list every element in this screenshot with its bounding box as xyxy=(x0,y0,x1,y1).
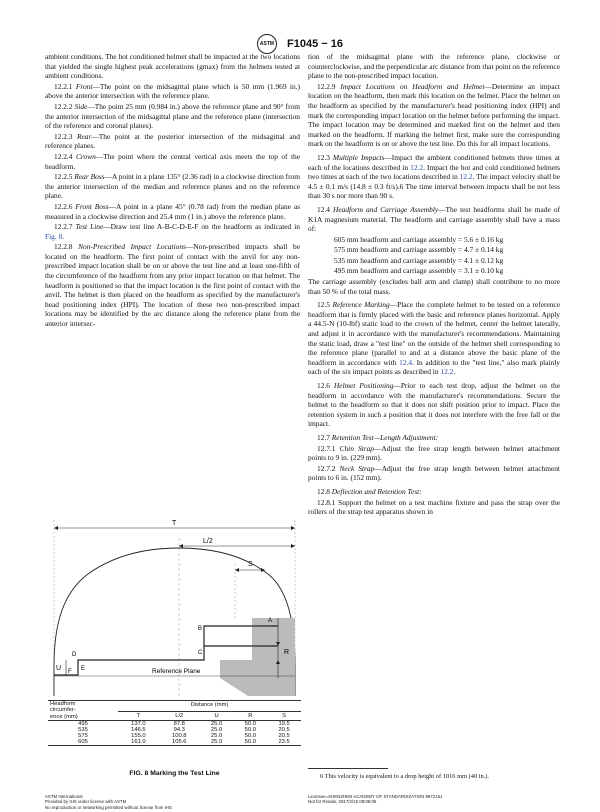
mass-item: 605 mm headform and carriage assembly = 5.6 ± 0.16 kg xyxy=(334,234,504,244)
distance-table: Headform circumfer- ence (mm) Distance (mm) T L/2 U R S 495 137.0 87.8 25.0 50.0 19.5 535 146.5 94.3 25.0 50.0 20.5 575 155.0 100.8 25.0 50.0 20.5 605 161.0 105.6 25.0 50.0 23.5 xyxy=(48,700,301,746)
label-B: B xyxy=(198,626,203,632)
table-header-distance: Distance (mm) xyxy=(118,701,301,710)
col-R: R xyxy=(248,713,253,720)
footer-right: Licensee=SHENZHEN ACADEMY OF STANDARDIZATION 9972161 Not for Resale, 2017/2/15 08:09:06 xyxy=(308,794,443,805)
table-row: 535 146.5 94.3 25.0 50.0 20.5 xyxy=(78,727,290,734)
ref-12-2-link[interactable]: 12.2 xyxy=(440,367,454,377)
label-A: A xyxy=(268,618,273,624)
section-12-3: 12.3 Multiple Impacts—Impact the ambient conditioned helmets three times at each of the locations described in 12.2. Impact the hot and cold conditioned helmets two times at each of the two locations described in 12.2. The impact velocity shall be 4.5 ± 0.1 m/s (14.8 ± 0.3 ft/s).6 The time interval between impacts shall be not less than 30 s nor more than 90 s. xyxy=(308,152,561,201)
section-12-2-9: 12.2.9 Impact Locations on Headform and Helmet—Determine an impact location on the headform, then mark this location on the helmet. Place the helmet on the headform as specified by the manufacturer's head positioning index (HPI) and mark the corresponding impact location on the helmet before performing the impact. The impact location may be determined and marked first on the helmet and then marked on the headform. If marking the helmet first, make sure the corresponding mark on the headform is on or above the test line. Do this for all impact locations. xyxy=(308,81,560,149)
section-12-2-4: 12.2.4 Crown—The point where the central vertical axis meets the top of the headform. xyxy=(45,151,300,171)
paragraph: The carriage assembly (excludes ball arm and clamp) shall contribute to no more than 50 % of the total mass. xyxy=(308,277,560,296)
label-E: E xyxy=(81,666,86,672)
section-12-2-7: 12.2.7 Test Line—Draw test line A-B-C-D-E-F on the headform as indicated in Fig. 8. xyxy=(45,222,300,241)
label-D: D xyxy=(72,652,77,658)
section-12-2-3: 12.2.3 Rear—The point at the posterior intersection of the midsagittal and reference planes. xyxy=(45,131,300,151)
section-12-7-1: 12.7.1 Chin Strap—Adjust the free strap length between helmet attachment points to 9 in. (229 mm). xyxy=(308,443,560,463)
fig-8-test-line-diagram xyxy=(48,518,301,698)
label-F: F xyxy=(68,669,72,675)
mass-item: 495 mm headform and carriage assembly = 3.1 ± 0.10 kg xyxy=(334,266,504,276)
mass-item: 575 mm headform and carriage assembly = 4.7 ± 0.14 kg xyxy=(334,245,504,255)
label-S: S xyxy=(248,561,253,568)
section-12-7-2: 12.7.2 Neck Strap—Adjust the free strap length between helmet attachment points to 6 in. (152 mm). xyxy=(308,463,560,483)
section-12-8-1: 12.8.1 Support the helmet on a test machine fixture and pass the strap over the rollers of the strap test apparatus shown in xyxy=(308,497,560,517)
section-12-2-5: 12.2.5 Rear Boss—A point in a plane 135° (2.36 rad) in a clockwise direction from the anterior intersection of the median and reference planes and on the reference plane. xyxy=(45,172,300,201)
section-12-2-8: 12.2.8 Non-Prescribed Impact Locations—Non-prescribed impacts shall be located on the headform. The first point of contact with the anvil for any non-prescribed impact location shall be on or above the test line and at least one-fifth of the circumference of the headform from any prior impact location on that helmet. The headform is positioned so that the impact location is the first point of contact with the anvil. The helmet is then placed on the headform as specified by the manufacturer's head positioning index (HPI). The location of these two non-prescribed impact locations may be identified by the arc distance along the reference plane from the anterior intersec- xyxy=(45,242,300,329)
left-column xyxy=(45,52,300,330)
paragraph: ambient conditions. The hot conditioned helmet shall be impacted at the two locations that yielded the single highest peak accelerations (gmax) from the helmets tested at ambient conditions. xyxy=(45,52,300,81)
table-row: 575 155.0 100.8 25.0 50.0 20.5 xyxy=(78,733,290,740)
section-12-8: 12.8 Deflection and Retention Test: xyxy=(317,486,422,496)
section-12-7: 12.7 Retention Test—Length Adjustment: xyxy=(317,432,439,442)
section-12-4: 12.4 Headform and Carriage Assembly—The test headforms shall be made of K1A magnesium material. The headform and carriage assembly shall have a mass of: xyxy=(308,204,560,234)
right-column xyxy=(308,52,560,518)
footnote-divider xyxy=(308,768,388,769)
label-U: U xyxy=(56,665,62,672)
col-L2: L/2 xyxy=(175,713,184,720)
paragraph: tion of the midsagittal plane with the reference plane, clockwise or counterclockwise, and the perpendicular arc distance from that point on the reference plane to the non-prescribed impact location. xyxy=(308,52,560,81)
fig-8-link[interactable]: Fig. 8 xyxy=(45,231,63,241)
table-row: 605 161.0 105.6 25.0 50.0 23.5 xyxy=(48,739,301,746)
astm-logo: ASTM xyxy=(257,34,277,54)
col-S: S xyxy=(282,713,287,720)
ref-12-2-link[interactable]: 12.2 xyxy=(459,172,473,182)
label-reference-plane: Reference Plane xyxy=(152,668,201,675)
col-U: U xyxy=(214,713,219,720)
mass-item: 535 mm headform and carriage assembly = 4.1 ± 0.12 kg xyxy=(334,255,504,265)
section-12-2-6: 12.2.6 Front Boss—A point in a plane 45° (0.78 rad) from the median plane as measured in a clockwise direction and 25.4 mm (1 in.) above the reference plane. xyxy=(45,201,300,221)
table-row: 495 137.0 87.8 25.0 50.0 19.5 xyxy=(48,721,301,728)
label-L2: L/2 xyxy=(203,538,213,545)
footnote: 6 This velocity is equivalent to a drop height of 1016 mm (40 in.). xyxy=(320,773,490,780)
label-T: T xyxy=(172,520,177,527)
figure-caption: FIG. 8 Marking the Test Line xyxy=(129,770,220,777)
page-header xyxy=(0,34,600,54)
ref-12-2-link[interactable]: 12.2 xyxy=(410,162,424,172)
label-C: C xyxy=(198,650,203,656)
document-id: F1045 − 16 xyxy=(287,38,343,50)
section-12-6: 12.6 Helmet Positioning—Prior to each test drop, adjust the helmet on the headform in accordance with the manufacturer's recommendations. Secure the helmet to the headform so that it does not shift position prior to impact. Place the retention system in such a position that it does not interfere with the free fall or the impact. xyxy=(308,381,560,429)
section-12-2-1: 12.2.1 Front—The point on the midsagittal plane which is 50 mm (1.969 in.) above the anterior intersection with the reference plane. xyxy=(45,81,300,101)
col-T: T xyxy=(136,713,141,720)
footer-left: ASTM International Provided by IHS under license with ASTM No reproduction or networking permitted without license from IHS xyxy=(45,794,172,810)
ref-12-4-link[interactable]: 12.4 xyxy=(399,357,413,367)
section-12-5: 12.5 Reference Marking—Place the complete helmet to be tested on a reference headform that is firmly placed with the basic and reference planes horizontal. Apply a 44.5-N (10-lbf) static load to the crown of the helmet, center the helmet laterally, and adjust it in accordance with the manufacturer's recommendations. Maintaining the static load, draw a "test line" on the outside of the helmet shell corresponding to the reference plane (parallel to and at a distance above the basic plane of the headform in accordance with 12.4. In addition to the "test line," also mark plainly each of the six impact points as described in 12.2. xyxy=(308,300,560,377)
label-R: R xyxy=(284,649,290,656)
section-12-2-2: 12.2.2 Side—The point 25 mm (0.984 in.) above the reference plane and 90° from the anterior intersection of the midsagittal plane and the reference plane (intersection of the reference and coronal planes). xyxy=(45,101,300,131)
